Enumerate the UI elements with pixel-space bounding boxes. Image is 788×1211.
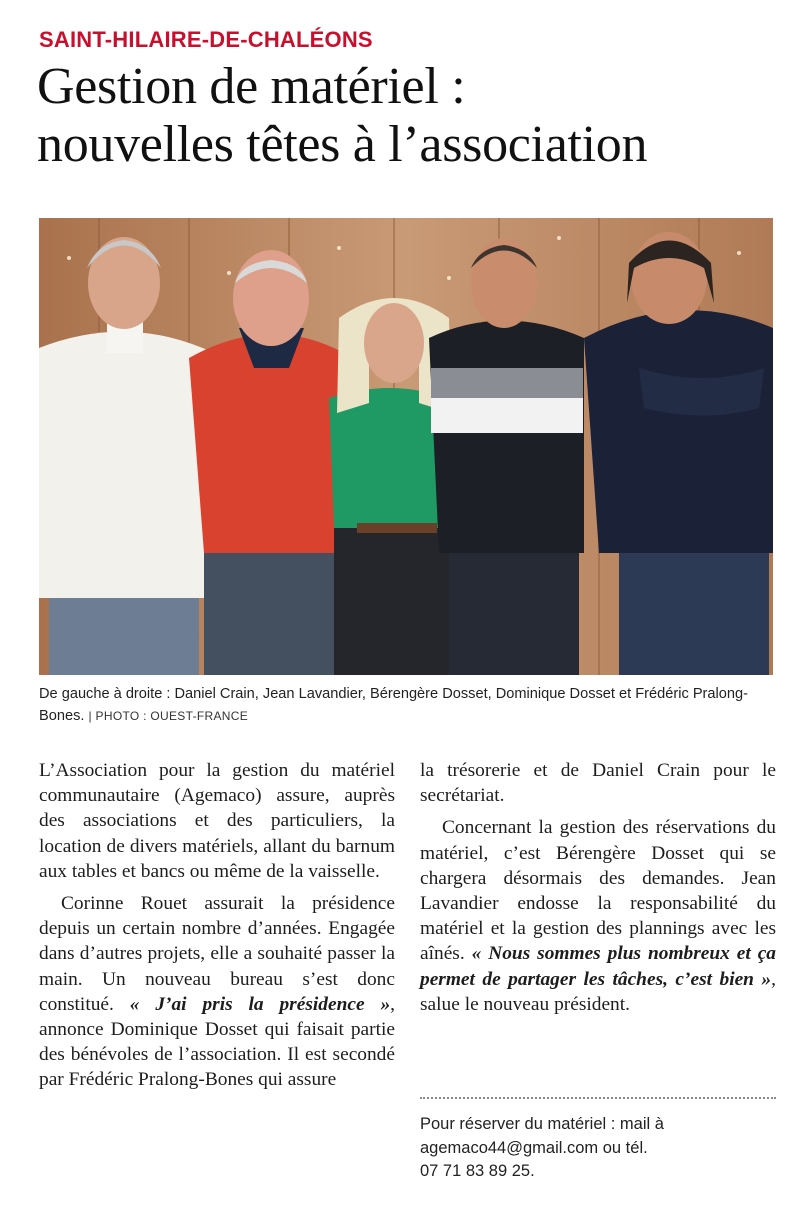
info-email-line: agemaco44@gmail.com ou tél.	[420, 1138, 648, 1157]
group-photo	[39, 218, 773, 675]
paragraph-2-text-b: , annonce Dominique Dosset qui faisait partie des bénévoles de l’association. Il est secondé par Frédéric Pralong-Bones qui assure	[39, 993, 396, 1091]
headline-line-2: nouvelles têtes à l’association	[37, 116, 648, 173]
article-paragraph-2	[39, 891, 395, 1093]
photo-caption	[39, 683, 779, 727]
article-paragraph-1: L’Association pour la gestion du matériel communautaire (Agemaco) assure, auprès des associations et des particuliers, la location de divers matériels, allant du barnum aux tables et bancs ou même de la vaisselle.	[39, 760, 395, 882]
headline	[37, 58, 777, 174]
quote-president: « Nous sommes plus nombreux et ça permet de partager les tâches, c’est bien »	[420, 943, 776, 990]
paragraph-3-text-a: Concernant la gestion des réservations du matériel, c’est Bérengère Dosset qui se chargera désormais des demandes. Jean Lavandier endosse la responsabilité du matériel et la gestion des plannings avec les aînés.	[420, 817, 776, 965]
headline-line-1: Gestion de matériel :	[37, 58, 466, 115]
info-phone-line: 07 71 83 89 25.	[420, 1162, 535, 1180]
paragraph-2-text-a: Corinne Rouet assurait la présidence depuis un certain nombre d’années. Engagée dans d’autres projets, elle a souhaité passer la main. Un nouveau bureau s’est donc constitué.	[39, 893, 395, 1015]
reservation-info	[420, 1113, 776, 1184]
caption-text: De gauche à droite : Daniel Crain, Jean Lavandier, Bérengère Dosset, Dominique Dosset et Frédéric Pralong-Bones.	[39, 686, 748, 724]
article-paragraph-2-continued: la trésorerie et de Daniel Crain pour le secrétariat.	[420, 760, 776, 807]
paragraph-3-text-b: , salue le nouveau président.	[420, 968, 776, 1015]
article-column-left	[39, 758, 395, 1100]
photo-credit: | PHOTO : OUEST-FRANCE	[88, 709, 249, 723]
article-paragraph-3	[420, 815, 776, 1017]
section-kicker: SAINT-HILAIRE-DE-CHALÉONS	[39, 27, 373, 52]
article-column-right	[420, 758, 776, 1024]
dotted-divider	[420, 1097, 776, 1099]
info-line-1: Pour réserver du matériel : mail à	[420, 1115, 664, 1133]
quote-presidence: « J’ai pris la présidence »	[129, 993, 391, 1015]
